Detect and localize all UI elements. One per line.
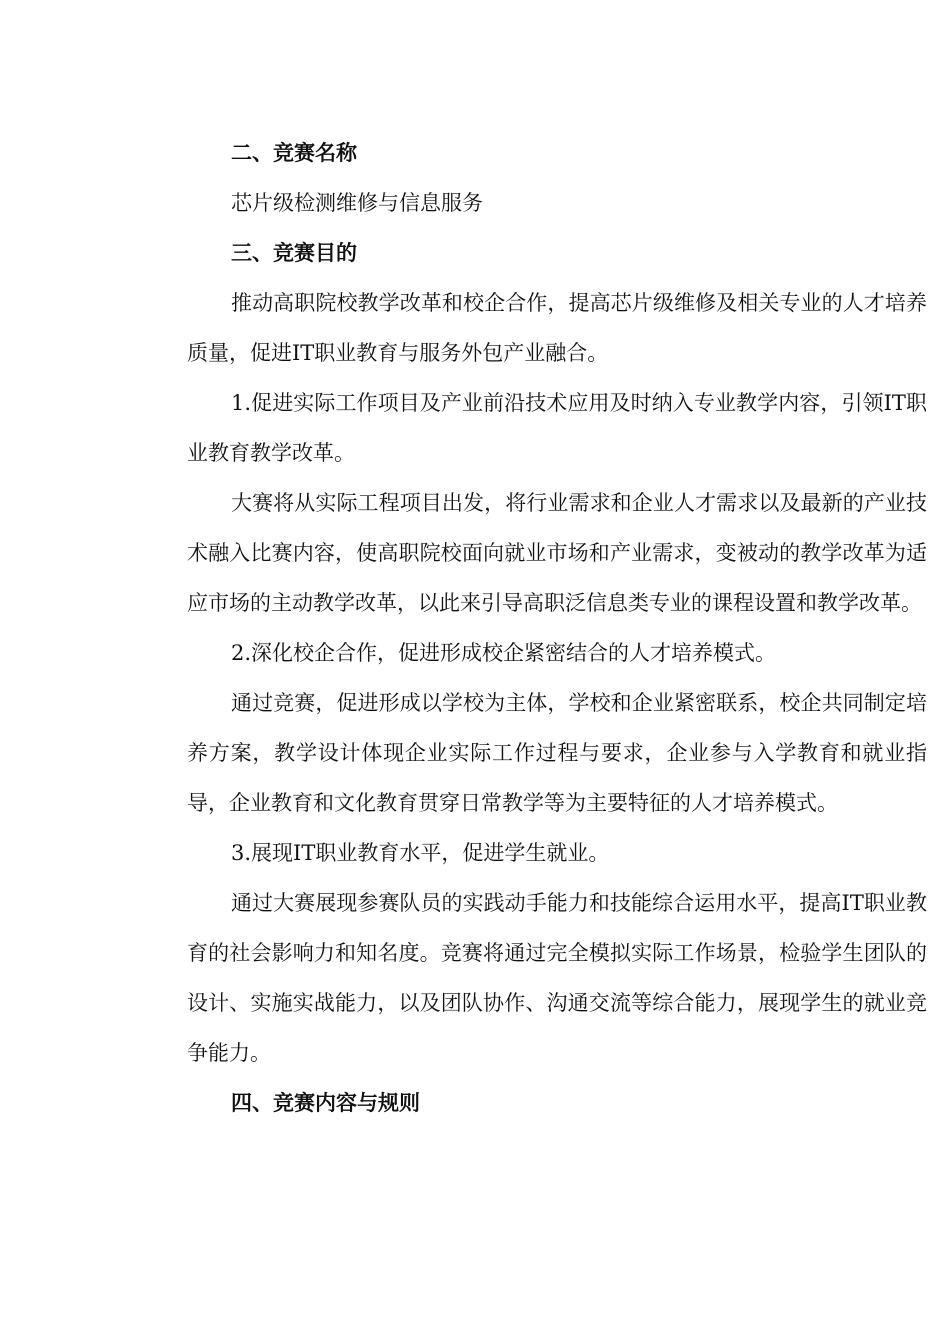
section-heading-content-and-rules: 四、竞赛内容与规则 — [231, 1091, 420, 1115]
document-body — [187, 128, 927, 1128]
purpose-item-3: 3.展现IT职业教育水平，促进学生就业。 — [231, 841, 610, 865]
section-heading-competition-name: 二、竞赛名称 — [231, 141, 357, 165]
purpose-item-2-detail: 通过竞赛，促进形成以学校为主体，学校和企业紧密联系，校企共同制定培养方案，教学设计体现企业实际工作过程与要求，企业参与入学教育和就业指导，企业教育和文化教育贯穿日常教学等为主要特征的人才培养模式。 — [187, 691, 927, 815]
purpose-intro-paragraph: 推动高职院校教学改革和校企合作，提高芯片级维修及相关专业的人才培养质量，促进IT职业教育与服务外包产业融合。 — [187, 291, 927, 365]
purpose-item-1: 1.促进实际工作项目及产业前沿技术应用及时纳入专业教学内容，引领IT职业教育教学改革。 — [187, 391, 927, 465]
purpose-item-1-detail: 大赛将从实际工程项目出发，将行业需求和企业人才需求以及最新的产业技术融入比赛内容，使高职院校面向就业市场和产业需求，变被动的教学改革为适应市场的主动教学改革，以此来引导高职泛信息类专业的课程设置和教学改革。 — [187, 491, 927, 615]
purpose-item-2: 2.深化校企合作，促进形成校企紧密结合的人才培养模式。 — [231, 641, 777, 665]
competition-name-text: 芯片级检测维修与信息服务 — [231, 191, 483, 215]
purpose-item-3-detail: 通过大赛展现参赛队员的实践动手能力和技能综合运用水平，提高IT职业教育的社会影响力和知名度。竞赛将通过完全模拟实际工作场景，检验学生团队的设计、实施实战能力，以及团队协作、沟通交流等综合能力，展现学生的就业竞争能力。 — [187, 891, 927, 1065]
section-heading-competition-purpose: 三、竞赛目的 — [231, 241, 357, 265]
